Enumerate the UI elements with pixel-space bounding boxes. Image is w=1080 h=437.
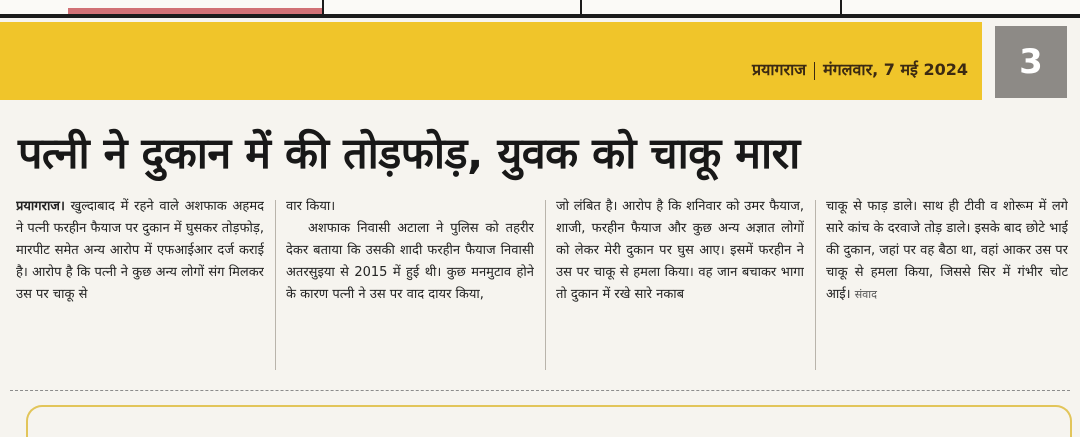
article-column-4 xyxy=(826,196,1068,374)
masthead-separator xyxy=(814,62,815,80)
masthead-city: प्रयागराज xyxy=(752,60,807,79)
article-headline: पत्नी ने दुकान में की तोड़फोड़, युवक को चाकू मारा xyxy=(18,129,800,179)
next-article-box xyxy=(26,405,1072,437)
article-dateline: प्रयागराज। xyxy=(16,199,65,214)
article-column-2 xyxy=(286,196,534,374)
article-body xyxy=(16,196,1068,374)
top-rule xyxy=(0,0,1080,18)
article-column-1 xyxy=(16,196,264,374)
column-divider xyxy=(545,200,546,370)
article-column-3 xyxy=(556,196,804,374)
column-3-text: जो लंबित है। आरोप है कि शनिवार को उमर फैयाज, शाजी, फरहीन फैयाज और कुछ अन्य अज्ञात लोगों को लेकर मेरी दुकान पर घुस आए। इसमें फरहीन ने उस पर चाकू से हमला किया। वह जान बचाकर भागा तो दुकान में रखे सारे नकाब xyxy=(556,199,804,302)
masthead-dateline xyxy=(752,58,968,80)
column-2-paragraph: अशफाक निवासी अटाला ने पुलिस को तहरीर देकर बताया कि उसकी शादी फरहीन फैयाज निवासी अतरसुइया से 2015 में हुई थी। कुछ मनमुटाव होने के कारण पत्नी ने उस पर वाद दायर किया, xyxy=(286,221,534,302)
top-color-strip xyxy=(68,8,323,14)
column-divider xyxy=(815,200,816,370)
masthead-date: मंगलवार, 7 मई 2024 xyxy=(823,60,968,79)
page-number-box xyxy=(995,26,1067,98)
column-2-lead: वार किया। xyxy=(286,199,336,214)
column-divider xyxy=(275,200,276,370)
column-1-text: खुल्दाबाद में रहने वाले अशफाक अहमद ने पत्नी फरहीन फैयाज पर दुकान में घुसकर तोड़फोड़, मारपीट समेत अन्य आरोप में एफआईआर दर्ज कराई है। आरोप है कि पत्नी ने कुछ अन्य लोगों संग मिलकर उस पर चाकू से xyxy=(16,199,264,302)
column-4-text: चाकू से फाड़ डाले। साथ ही टीवी व शोरूम में लगे सारे कांच के दरवाजे तोड़ डाले। इसके बाद छोटे भाई की दुकान, जहां पर वह बैठा था, वहां आकर उस पर चाकू से हमला किया, जिससे सिर में गंभीर चोट आई। xyxy=(826,199,1068,302)
article-credit: संवाद xyxy=(854,288,877,301)
cut-line xyxy=(10,390,1070,391)
page-number: 3 xyxy=(1019,42,1043,82)
